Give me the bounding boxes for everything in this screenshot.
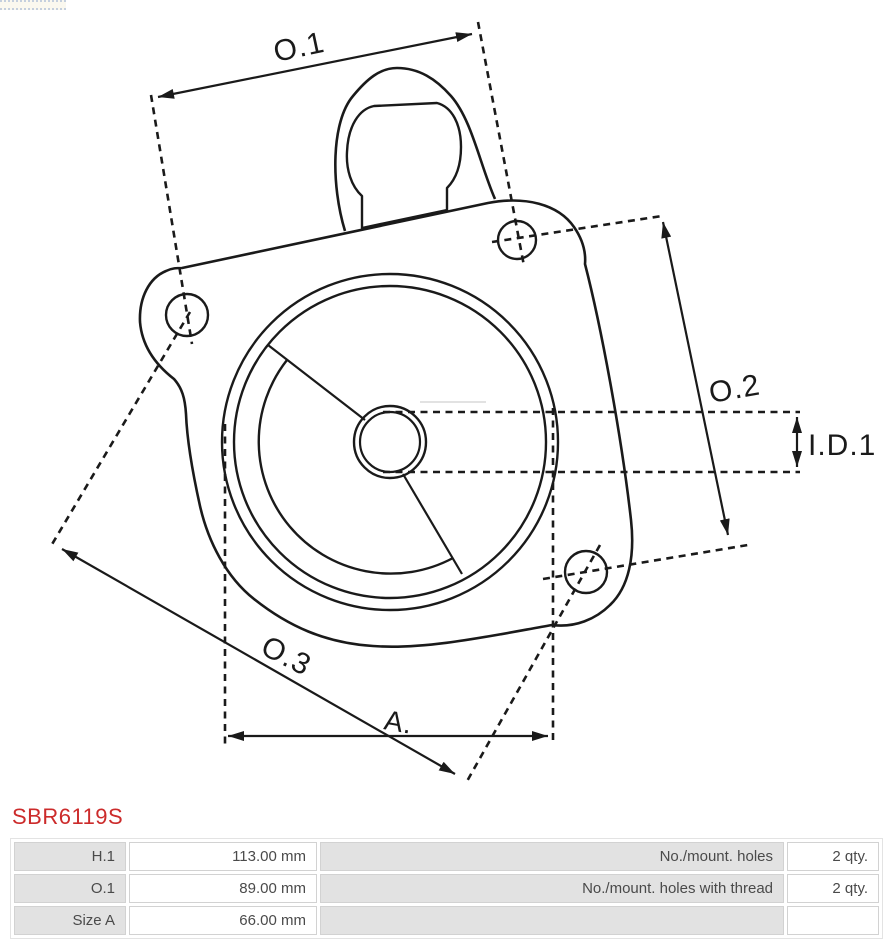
spec-row-h1 — [14, 842, 879, 871]
spec-attr-value: 2 qty. — [787, 874, 879, 903]
bore-sector-line-upper — [268, 345, 365, 420]
hub-circle-outer — [354, 406, 426, 478]
dimension-label-o2: O.2 — [706, 368, 763, 410]
spec-dim-value: 113.00 mm — [129, 842, 317, 871]
extension-line-o3-left — [51, 312, 190, 546]
bore-sector-line-lower — [403, 474, 462, 574]
spec-dim-value: 89.00 mm — [129, 874, 317, 903]
hub-circle-inner — [360, 412, 420, 472]
dimension-label-o3: O.3 — [255, 629, 317, 683]
spec-dim-label: O.1 — [14, 874, 126, 903]
spec-attr-value — [787, 906, 879, 935]
product-code: SBR6119S — [12, 804, 124, 829]
flange-outline — [140, 201, 632, 647]
extension-line-o1-left — [151, 95, 192, 344]
spec-dim-value: 66.00 mm — [129, 906, 317, 935]
product-info-section — [10, 800, 879, 939]
spec-row-o1 — [14, 874, 879, 903]
spec-attr-label: No./mount. holes — [320, 842, 784, 871]
mounting-hole-top-right — [498, 221, 536, 259]
dimension-label-id1: I.D.1 — [808, 429, 877, 462]
lug-inner-slot — [347, 103, 461, 228]
spec-table — [10, 838, 883, 939]
spec-attr-value: 2 qty. — [787, 842, 879, 871]
spec-attr-label: No./mount. holes with thread — [320, 874, 784, 903]
dimension-label-a: A. — [381, 704, 416, 740]
spec-row-size-a — [14, 906, 879, 935]
spec-dim-label: Size A — [14, 906, 126, 935]
spec-attr-label — [320, 906, 784, 935]
dimension-line-o3 — [62, 549, 455, 774]
dimension-label-o1: O.1 — [270, 25, 328, 69]
bore-arc — [259, 360, 453, 574]
ring-circle-outer — [222, 274, 558, 610]
spec-dim-label: H.1 — [14, 842, 126, 871]
ring-circle-inner — [234, 286, 546, 598]
extension-line-o2-bottom — [543, 545, 748, 579]
